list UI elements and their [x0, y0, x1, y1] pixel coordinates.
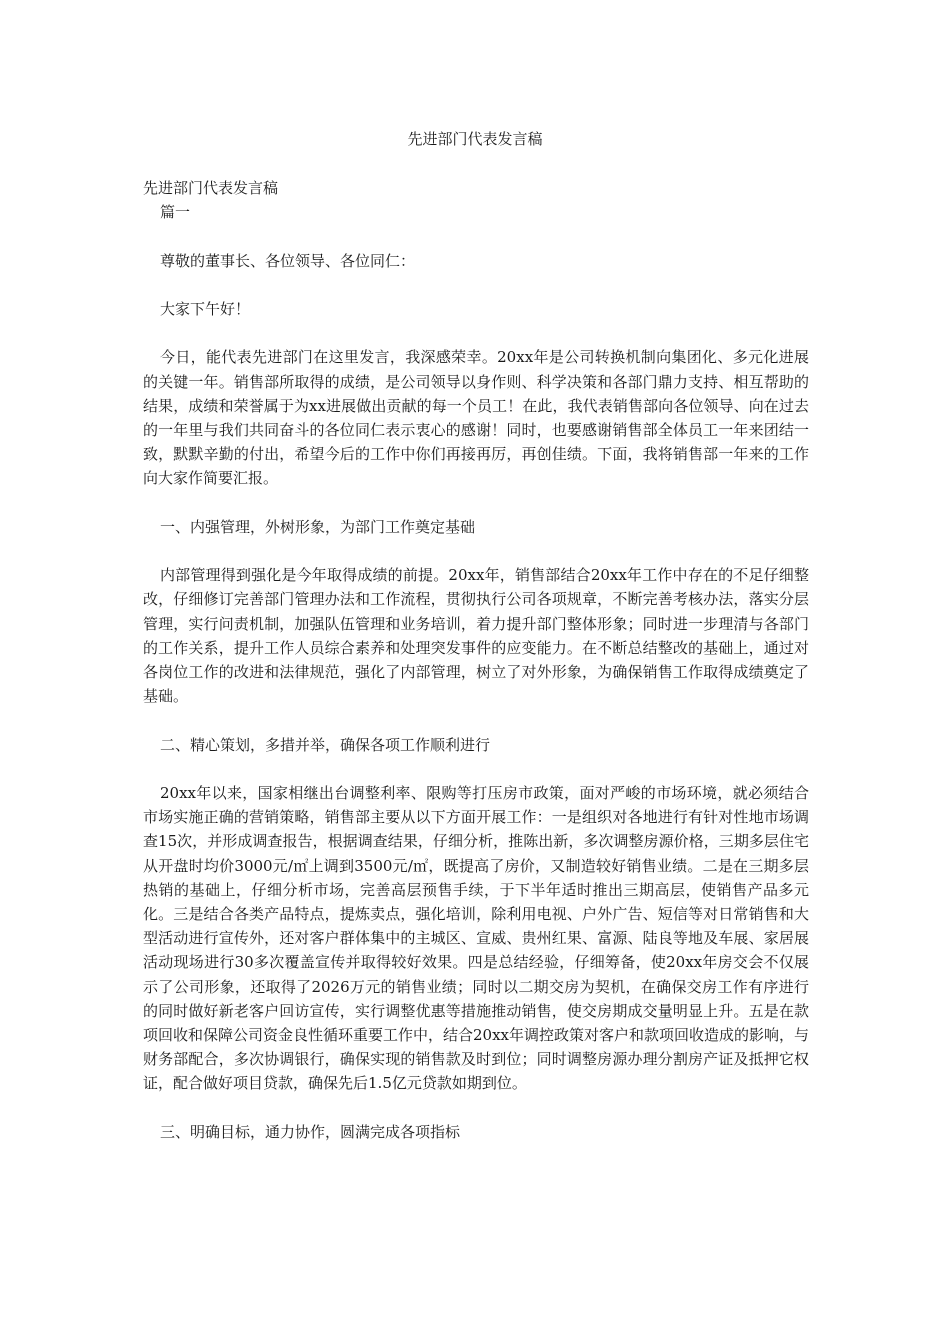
section-1-heading: 一、内强管理，外树形象，为部门工作奠定基础 [160, 517, 476, 536]
section-2-heading: 二、精心策划，多措并举，确保各项工作顺利进行 [160, 735, 491, 754]
part-label: 篇一 [160, 203, 191, 222]
document-title: 先进部门代表发言稿 [407, 130, 543, 148]
document-subtitle: 先进部门代表发言稿 [143, 179, 279, 197]
document-body [143, 176, 809, 1144]
intro-paragraph: 今日，能代表先进部门在这里发言，我深感荣幸。20xx年是公司转换机制向集团化、多元化进展的关键一年。销售部所取得的成绩，是公司领导以身作则、科学决策和各部门鼎力支持、相互帮助的结果，成绩和荣誉属于为xx进展做出贡献的每一个员工！在此，我代表销售部向各位领导、向在过去的一年里与我们共同奋斗的各位同仁表示衷心的感谢！同时，也要感谢销售部全体员工一年来团结一致，默默辛勤的付出，希望今后的工作中你们再接再厉，再创佳绩。下面，我将销售部一年来的工作向大家作简要汇报。 [143, 348, 809, 488]
salutation: 尊敬的董事长、各位领导、各位同仁： [160, 251, 416, 270]
section-2-paragraph: 20xx年以来，国家相继出台调整利率、限购等打压房市政策，面对严峻的市场环境，就必须结合市场实施正确的营销策略，销售部主要从以下方面开展工作：一是组织对各地进行有针对性地市场调查15次，并形成调查报告，根据调查结果，仔细分析，推陈出新，多次调整房源价格，三期多层住宅从开盘时均价3000元/㎡上调到3500元/㎡，既提高了房价，又制造较好销售业绩。二是在三期多层热销的基础上，仔细分析市场，完善高层预售手续，于下半年适时推出三期高层，使销售产品多元化。三是结合各类产品特点，提炼卖点，强化培训，除利用电视、户外广告、短信等对日常销售和大型活动进行宣传外，还对客户群体集中的主城区、宣威、贵州红果、富源、陆良等地及车展、家居展活动现场进行30多次覆盖宣传并取得较好效果。四是总结经验，仔细筹备，使20xx年房交会不仅展示了公司形象，还取得了2026万元的销售业绩；同时以二期交房为契机，在确保交房工作有序进行的同时做好新老客户回访宣传，实行调整优惠等措施推动销售，使交房期成交量明显上升。五是在款项回收和保障公司资金良性循环重要工作中，结合20xx年调控政策对客户和款项回收造成的影响，与财务部配合，多次协调银行，确保实现的销售款及时到位；同时调整房源办理分割房产证及抵押它权证，配合做好项目贷款，确保先后1.5亿元贷款如期到位。 [143, 783, 810, 1093]
greeting: 大家下午好！ [160, 299, 251, 318]
section-3-heading: 三、明确目标，通力协作，圆满完成各项指标 [160, 1122, 461, 1141]
section-1-paragraph: 内部管理得到强化是今年取得成绩的前提。20xx年，销售部结合20xx年工作中存在的不足仔细整改，仔细修订完善部门管理办法和工作流程，贯彻执行公司各项规章，不断完善考核办法，落实分层管理，实行问责机制，加强队伍管理和业务培训，着力提升部门整体形象；同时进一步理清与各部门的工作关系，提升工作人员综合素养和处理突发事件的应变能力。在不断总结整改的基础上，通过对各岗位工作的改进和法律规范，强化了内部管理，树立了对外形象，为确保销售工作取得成绩奠定了基础。 [143, 566, 809, 706]
